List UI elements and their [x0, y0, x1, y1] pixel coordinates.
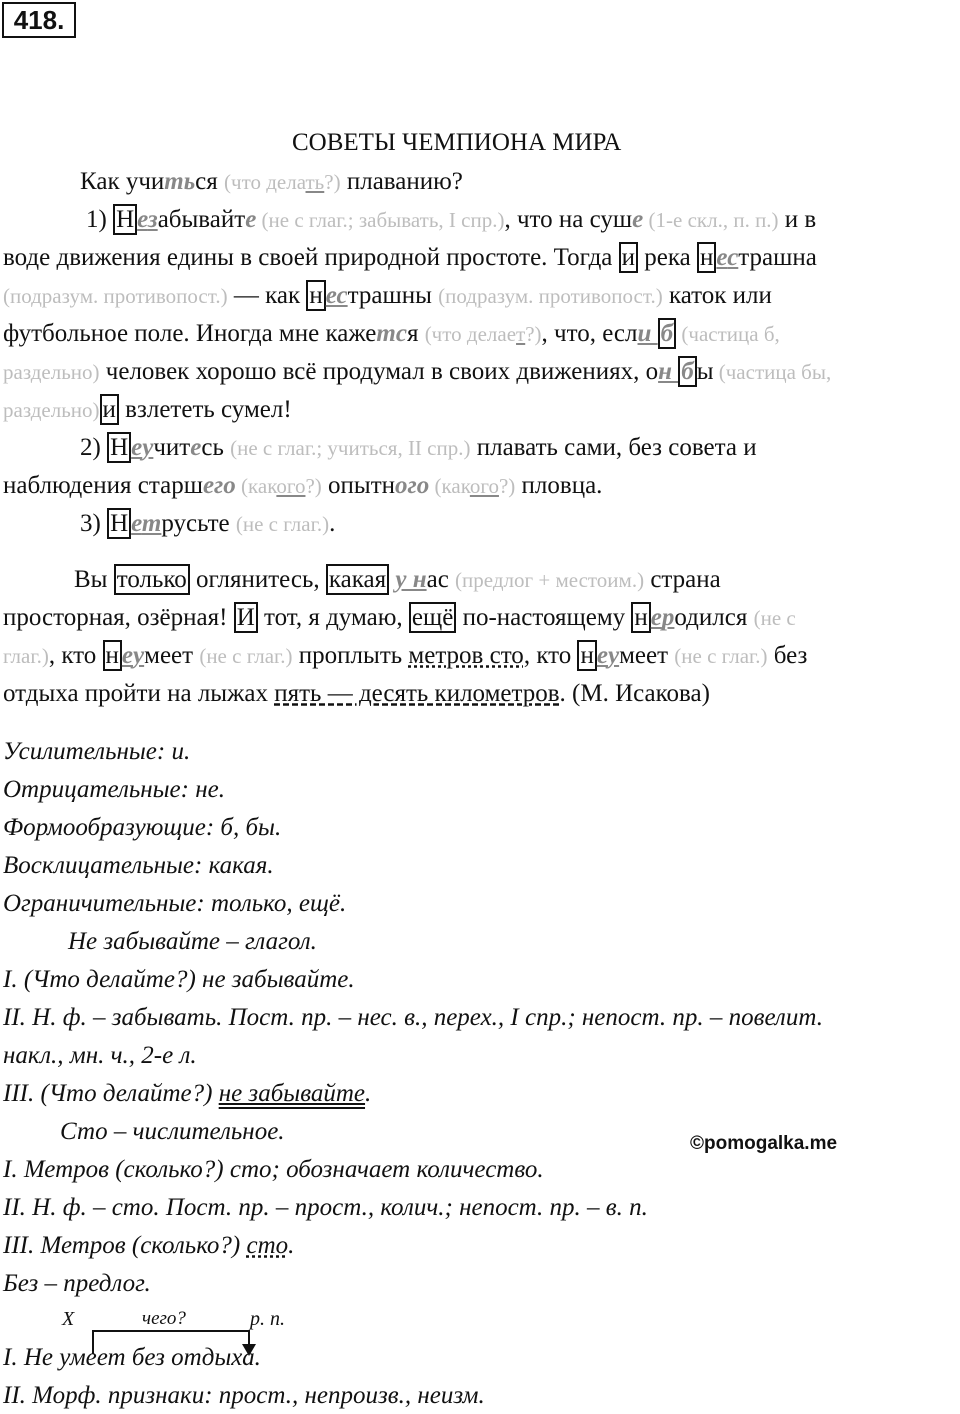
analysis-line-9: накл., мн. ч., 2-е л. — [3, 1042, 197, 1069]
scheme-case: р. п. — [250, 1308, 285, 1330]
text-line-11: Вы только оглянитесь, какая у нас (предлог + местоим.) страна — [74, 566, 721, 593]
analysis-line-7: I. (Что делайте?) не забывайте. — [3, 966, 355, 993]
text-line-4: (подразум. противопост.) — как н естрашны (подразум. противопост.) каток или — [3, 282, 772, 309]
analysis-line-3: Формообразующие: б, бы. — [3, 814, 282, 841]
analysis-line-15: Без – предлог. — [3, 1270, 151, 1297]
analysis-line-4: Восклицательные: какая. — [3, 852, 274, 879]
text-line-2: 1) Н езабывайте (не с глаг.; забывать, I спр.), что на суше (1-е скл., п. п.) и в — [86, 206, 817, 233]
text-line-8: 2) Н еучитесь (не с глаг.; учиться, II спр.) плавать сами, без совета и — [80, 434, 757, 461]
text-line-10: 3) Н етрусьте (не с глаг.). — [80, 510, 336, 537]
text-line-14: отдыха пройти на лыжах пять — десять километров. (М. Исакова) — [3, 680, 710, 707]
text-title: СОВЕТЫ ЧЕМПИОНА МИРА — [292, 129, 622, 156]
analysis-line-8: II. Н. ф. – забывать. Пост. пр. – нес. в., перех., I спр.; непост. пр. – повелит. — [3, 1004, 823, 1031]
text-line-13: глаг.), кто н еумеет (не с глаг.) проплыть метров сто, кто н еумеет (не с глаг.) без — [3, 642, 808, 669]
text-line-3: воде движения едины в своей природной простоте. Тогда и река н естрашна — [3, 244, 817, 271]
analysis-line-5: Ограничительные: только, ещё. — [3, 890, 347, 917]
analysis-line-1: Усилительные: и. — [3, 738, 191, 765]
analysis-line-13: II. Н. ф. – сто. Пост. пр. – прост., колич.; непост. пр. – в. п. — [3, 1194, 648, 1221]
analysis-line-6: Не забывайте – глагол. — [68, 928, 317, 955]
scheme-question: чего? — [142, 1308, 186, 1329]
text-line-5: футбольное поле. Иногда мне кажется (что делает?), что, если б (частица б, — [3, 320, 780, 347]
text-line-6: раздельно) человек хорошо всё продумал в своих движениях, он б ы (частица бы, — [3, 358, 832, 385]
analysis-line-10: III. (Что делайте?) не забывайте. — [3, 1080, 372, 1107]
text-line-12: просторная, озёрная! И тот, я думаю, ещё по-настоящему н еродился (не с — [3, 604, 796, 631]
text-line-1: Как учиться (что делать?) плаванию? — [80, 168, 463, 195]
analysis-line-14: III. Метров (сколько?) сто. — [3, 1232, 295, 1259]
analysis-line-11: Сто – числительное. — [60, 1118, 285, 1145]
watermark: ©pomogalka.me — [690, 1133, 838, 1154]
text-line-7: раздельно) и взлететь сумел! — [3, 396, 292, 423]
exercise-number: 418. — [2, 2, 76, 38]
scheme-line — [92, 1330, 250, 1332]
analysis-line-12: I. Метров (сколько?) сто; обозначает количество. — [3, 1156, 544, 1183]
analysis-line-2: Отрицательные: не. — [3, 776, 225, 803]
text-line-9: наблюдения старшего (какого?) опытного (какого?) пловца. — [3, 472, 603, 499]
scheme-main-word: X — [62, 1308, 75, 1330]
analysis-line-16: I. Не умеет без отдыха. — [3, 1344, 261, 1371]
analysis-line-17: II. Морф. признаки: прост., непроизв., неизм. — [3, 1382, 485, 1409]
